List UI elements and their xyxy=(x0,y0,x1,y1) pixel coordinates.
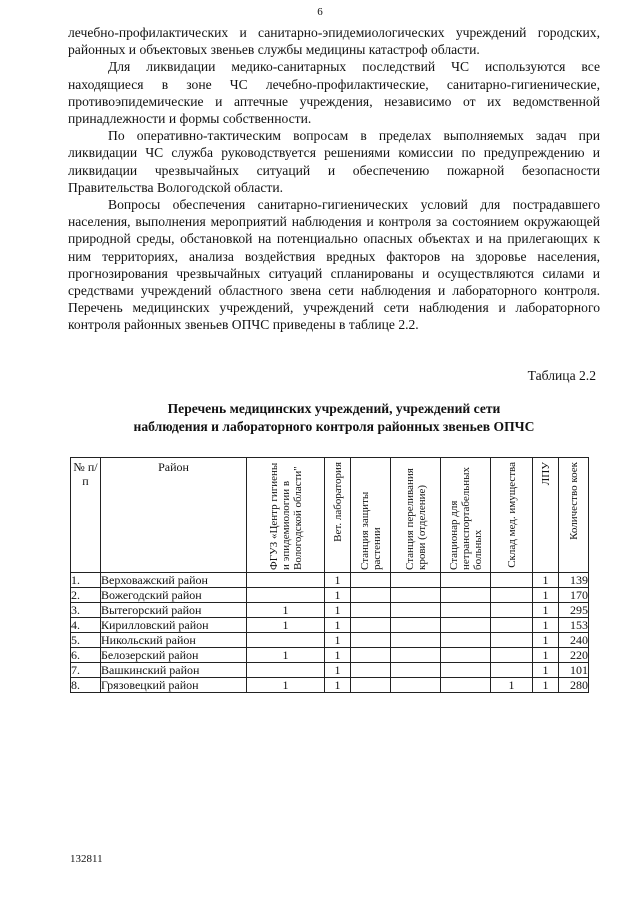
cell-num: 5. xyxy=(71,633,101,648)
cell-lpu: 1 xyxy=(533,648,559,663)
cell-beds: 101 xyxy=(559,663,589,678)
table-row xyxy=(71,588,589,603)
cell-beds: 170 xyxy=(559,588,589,603)
cell-lpu: 1 xyxy=(533,618,559,633)
cell-num: 1. xyxy=(71,573,101,588)
cell-lpu: 1 xyxy=(533,663,559,678)
cell-lpu: 1 xyxy=(533,588,559,603)
cell-fguz xyxy=(247,588,325,603)
cell-plant xyxy=(351,648,391,663)
table-title xyxy=(68,400,600,436)
cell-warehouse xyxy=(491,588,533,603)
paragraph: Вопросы обеспечения санитарно-гигиенических условий для пострадавшего населения, выполнения мероприятий наблюдения и контроля за состоянием окружающей природной среды, обстановкой на потенциально опасных объектах и на прилегающих к ним территориях, анализа воздействия вредных факторов на здоровье населения, прогнозирования чрезвычайных ситуаций спланированы и осуществляются силами и средствами учреждений областного звена сети наблюдения и лабораторного контроля. Перечень медицинских учреждений, учреждений сети наблюдения и лабораторного контроля районных звеньев ОПЧС приведены в таблице 2.2. xyxy=(68,197,600,333)
cell-hospital xyxy=(441,588,491,603)
cell-plant xyxy=(351,678,391,693)
cell-district: Вожегодский район xyxy=(101,588,247,603)
cell-district: Грязовецкий район xyxy=(101,678,247,693)
cell-hospital xyxy=(441,663,491,678)
cell-district: Вашкинский район xyxy=(101,663,247,678)
header-warehouse: Склад мед. имущества xyxy=(491,458,533,573)
institutions-table xyxy=(70,457,589,693)
cell-plant xyxy=(351,603,391,618)
cell-plant xyxy=(351,588,391,603)
table-row xyxy=(71,633,589,648)
paragraph: лечебно-профилактических и санитарно-эпидемиологических учреждений городских, районных и объектовых звеньев службы медицины катастроф области. xyxy=(68,25,600,58)
cell-fguz xyxy=(247,663,325,678)
cell-hospital xyxy=(441,603,491,618)
cell-lpu: 1 xyxy=(533,678,559,693)
cell-vet: 1 xyxy=(325,603,351,618)
paragraph: Для ликвидации медико-санитарных последствий ЧС используются все находящиеся в зоне ЧС лечебно-профилактические, санитарно-гигиенические, противоэпидемические и аптечные учреждения, независимо от их ведомственной принадлежности и формы собственности. xyxy=(68,59,600,127)
cell-plant xyxy=(351,663,391,678)
cell-hospital xyxy=(441,618,491,633)
cell-vet: 1 xyxy=(325,573,351,588)
cell-fguz xyxy=(247,573,325,588)
cell-blood xyxy=(391,678,441,693)
cell-blood xyxy=(391,603,441,618)
cell-vet: 1 xyxy=(325,588,351,603)
cell-num: 7. xyxy=(71,663,101,678)
cell-vet: 1 xyxy=(325,678,351,693)
table-row xyxy=(71,573,589,588)
cell-hospital xyxy=(441,678,491,693)
header-district: Район xyxy=(101,458,247,573)
header-blood-station: Станция переливания крови (отделение) xyxy=(391,458,441,573)
cell-hospital xyxy=(441,573,491,588)
header-fguz: ФГУЗ «Центр гигиены и эпидемиологии в Вологодской области" xyxy=(247,458,325,573)
cell-blood xyxy=(391,633,441,648)
cell-district: Кирилловский район xyxy=(101,618,247,633)
table-row xyxy=(71,678,589,693)
cell-district: Вытегорский район xyxy=(101,603,247,618)
cell-lpu: 1 xyxy=(533,633,559,648)
cell-hospital xyxy=(441,633,491,648)
cell-num: 4. xyxy=(71,618,101,633)
header-num: № п/п xyxy=(71,458,101,573)
table-row xyxy=(71,603,589,618)
cell-fguz: 1 xyxy=(247,603,325,618)
cell-num: 8. xyxy=(71,678,101,693)
cell-blood xyxy=(391,663,441,678)
cell-beds: 220 xyxy=(559,648,589,663)
cell-hospital xyxy=(441,648,491,663)
body-text xyxy=(68,24,600,334)
cell-num: 6. xyxy=(71,648,101,663)
cell-vet: 1 xyxy=(325,633,351,648)
page-number: 6 xyxy=(317,6,323,18)
cell-fguz xyxy=(247,633,325,648)
cell-vet: 1 xyxy=(325,663,351,678)
table-label: Таблица 2.2 xyxy=(527,368,596,383)
cell-blood xyxy=(391,588,441,603)
cell-fguz: 1 xyxy=(247,648,325,663)
cell-beds: 139 xyxy=(559,573,589,588)
header-lpu: ЛПУ xyxy=(533,458,559,573)
cell-warehouse xyxy=(491,663,533,678)
header-beds: Количество коек xyxy=(559,458,589,573)
footer-code: 132811 xyxy=(70,853,103,865)
paragraph: По оперативно-тактическим вопросам в пределах выполняемых задач при ликвидации ЧС служба руководствуется решениями комиссии по предупреждению и ликвидации чрезвычайных ситуаций и обеспечению пожарной безопасности Правительства Вологодской области. xyxy=(68,128,600,195)
cell-warehouse xyxy=(491,618,533,633)
cell-warehouse xyxy=(491,603,533,618)
cell-district: Белозерский район xyxy=(101,648,247,663)
cell-blood xyxy=(391,573,441,588)
cell-district: Верховажский район xyxy=(101,573,247,588)
cell-plant xyxy=(351,633,391,648)
cell-district: Никольский район xyxy=(101,633,247,648)
cell-fguz: 1 xyxy=(247,618,325,633)
cell-blood xyxy=(391,618,441,633)
table-row xyxy=(71,618,589,633)
cell-beds: 240 xyxy=(559,633,589,648)
table-row xyxy=(71,663,589,678)
cell-warehouse xyxy=(491,573,533,588)
cell-num: 3. xyxy=(71,603,101,618)
cell-num: 2. xyxy=(71,588,101,603)
cell-lpu: 1 xyxy=(533,573,559,588)
cell-beds: 153 xyxy=(559,618,589,633)
cell-warehouse xyxy=(491,633,533,648)
cell-vet: 1 xyxy=(325,648,351,663)
header-vet-lab: Вет. лаборатория xyxy=(325,458,351,573)
cell-blood xyxy=(391,648,441,663)
cell-beds: 295 xyxy=(559,603,589,618)
cell-plant xyxy=(351,573,391,588)
table-title-line: Перечень медицинских учреждений, учреждений сети xyxy=(167,401,501,416)
cell-lpu: 1 xyxy=(533,603,559,618)
header-plant-protection: Станция защиты растении xyxy=(351,458,391,573)
table-title-line: наблюдения и лабораторного контроля районных звеньев ОПЧС xyxy=(133,419,535,434)
header-hospital: Стационар для нетранспортабельных больных xyxy=(441,458,491,573)
cell-plant xyxy=(351,618,391,633)
table-row xyxy=(71,648,589,663)
cell-vet: 1 xyxy=(325,618,351,633)
cell-beds: 280 xyxy=(559,678,589,693)
cell-warehouse xyxy=(491,648,533,663)
table-header-row xyxy=(71,458,589,573)
cell-warehouse: 1 xyxy=(491,678,533,693)
cell-fguz: 1 xyxy=(247,678,325,693)
